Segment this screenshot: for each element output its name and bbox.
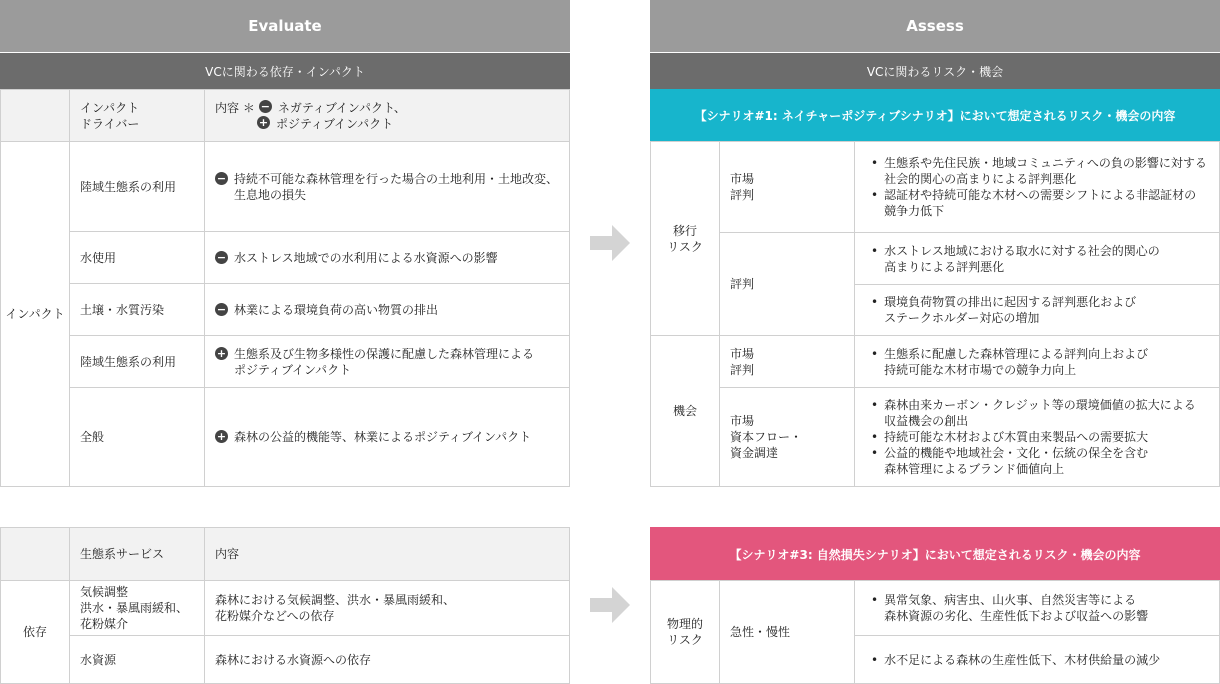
list-item <box>871 155 1207 187</box>
assess-subheader: VCに関わるリスク・機会 <box>650 53 1220 89</box>
impact-header-blank <box>0 89 70 142</box>
dependency-service-1: 水資源 <box>69 635 205 684</box>
bullet-icon: • <box>871 295 879 309</box>
list-item <box>871 294 1136 326</box>
impact-content-3 <box>204 335 570 388</box>
list-item-text: 持続可能な木材および木質由来製品への需要拡大 <box>884 430 1149 444</box>
impact-driver-3: 陸域生態系の利用 <box>69 335 205 388</box>
s1-items-4 <box>854 387 1220 487</box>
impact-group-label: インパクト <box>0 141 70 487</box>
bullet-icon: • <box>871 446 879 460</box>
minus-icon: − <box>260 99 270 113</box>
bullet-icon: • <box>871 243 879 258</box>
s1-items-2 <box>854 284 1220 336</box>
impact-driver-2: 土壌・水質汚染 <box>69 283 205 336</box>
s1-items-1 <box>854 232 1220 285</box>
impact-driver-1: 水使用 <box>69 231 205 284</box>
bullet-icon: • <box>871 346 879 361</box>
dependency-header-content: 内容 <box>204 527 570 581</box>
minus-icon: − <box>216 302 227 316</box>
list-item-text: 生態系に配慮した森林管理による評判向上および 持続可能な木材市場での競争力向上 <box>884 346 1149 377</box>
dependency-service-0: 気候調整 洪水・暴風雨緩和、 花粉媒介 <box>69 580 205 636</box>
impact-header-driver: インパクト ドライバー <box>69 89 205 142</box>
impact-content-text: 持続不可能な森林管理を行った場合の土地利用・土地改変、 生息地の損失 <box>234 171 559 202</box>
dependency-group-label: 依存 <box>0 580 70 684</box>
minus-icon: − <box>216 171 227 185</box>
s1-category-3: 市場 評判 <box>719 335 855 388</box>
scenario3-banner: 【シナリオ#3: 自然損失シナリオ】において想定されるリスク・機会の内容 <box>650 527 1220 581</box>
impact-content-4 <box>204 387 570 487</box>
bullet-icon: • <box>871 593 879 607</box>
impact-header-content <box>204 89 570 142</box>
assess-header: Assess <box>650 0 1220 52</box>
impact-driver-0: 陸域生態系の利用 <box>69 141 205 232</box>
list-item <box>871 346 1148 378</box>
dependency-content-1: 森林における水資源への依存 <box>204 635 570 684</box>
s1-category-0: 市場 評判 <box>719 141 855 233</box>
list-item-text: 生態系や先住民族・地域コミュニティへの負の影響に対する 社会的関心の高まりによる評判悪化 <box>884 156 1207 186</box>
list-item-text: 環境負荷物質の排出に起因する評判悪化および ステークホルダー対応の増加 <box>884 295 1137 325</box>
bullet-icon: • <box>871 398 879 412</box>
right-arrow-icon <box>590 225 630 261</box>
scenario1-banner: 【シナリオ#1: ネイチャーポジティブシナリオ】において想定されるリスク・機会の内容 <box>650 89 1220 141</box>
bullet-icon: • <box>871 188 879 202</box>
list-item-text: 異常気象、病害虫、山火事、自然災害等による 森林資源の劣化、生産性低下および収益への影響 <box>884 593 1149 623</box>
dependency-header-service: 生態系サービス <box>69 527 205 581</box>
evaluate-subheader: VCに関わる依存・インパクト <box>0 53 570 89</box>
evaluate-header: Evaluate <box>0 0 570 52</box>
list-item <box>871 445 1148 477</box>
impact-content-2 <box>204 283 570 336</box>
bullet-icon: • <box>871 156 879 170</box>
list-item-text: 認証材や持続可能な木材への需要シフトによる非認証材の 競争力低下 <box>884 188 1197 218</box>
list-item <box>871 187 1196 219</box>
list-item <box>871 243 1160 275</box>
dependency-content-0: 森林における気候調整、洪水・暴風雨緩和、 花粉媒介などへの依存 <box>204 580 570 636</box>
s3-category: 急性・慢性 <box>719 580 855 684</box>
impact-content-text: 水ストレス地域での水利用による水資源への影響 <box>234 250 498 265</box>
list-item-text: 水ストレス地域における取水に対する社会的関心の 高まりによる評判悪化 <box>884 243 1160 274</box>
s1-category-1: 評判 <box>719 232 855 336</box>
minus-icon: − <box>216 250 227 264</box>
plus-icon: + <box>216 430 227 443</box>
list-item <box>871 397 1196 429</box>
s1-items-3 <box>854 335 1220 388</box>
right-arrow-icon <box>590 587 630 623</box>
list-item-text: 水不足による森林の生産性低下、木材供給量の減少 <box>884 652 1161 667</box>
list-item <box>871 652 1160 668</box>
negative-impact-label: ネガティブインパクト、 <box>277 100 406 115</box>
impact-content-text: 森林の公益的機能等、林業によるポジティブインパクト <box>234 430 532 444</box>
impact-driver-4: 全般 <box>69 387 205 487</box>
dependency-header-blank <box>0 527 70 581</box>
bullet-icon: • <box>871 652 879 667</box>
transition-risk-label: 移行 リスク <box>650 141 720 336</box>
s3-items-1 <box>854 635 1220 684</box>
physical-risk-label: 物理的 リスク <box>650 580 720 684</box>
list-item <box>871 592 1148 624</box>
plus-icon: + <box>216 346 227 360</box>
plus-icon: + <box>258 115 269 129</box>
s1-items-0 <box>854 141 1220 233</box>
impact-content-1 <box>204 231 570 284</box>
list-item-text: 森林由来カーボン・クレジット等の環境価値の拡大による 収益機会の創出 <box>884 398 1196 428</box>
impact-content-0 <box>204 141 570 232</box>
impact-content-text: 生態系及び生物多様性の保護に配慮した森林管理による ポジティブインパクト <box>234 346 535 377</box>
list-item-text: 公益的機能や地域社会・文化・伝統の保全を含む 森林管理によるブランド価値向上 <box>884 446 1149 476</box>
opportunity-label: 機会 <box>650 335 720 487</box>
s1-category-4: 市場 資本フロー・ 資金調達 <box>719 387 855 487</box>
bullet-icon: • <box>871 430 879 444</box>
s3-items-0 <box>854 580 1220 636</box>
positive-impact-label: ポジティブインパクト <box>276 116 394 131</box>
impact-header-prefix: 内容 ＊ <box>215 100 255 115</box>
list-item <box>871 429 1148 445</box>
impact-content-text: 林業による環境負荷の高い物質の排出 <box>234 302 439 317</box>
